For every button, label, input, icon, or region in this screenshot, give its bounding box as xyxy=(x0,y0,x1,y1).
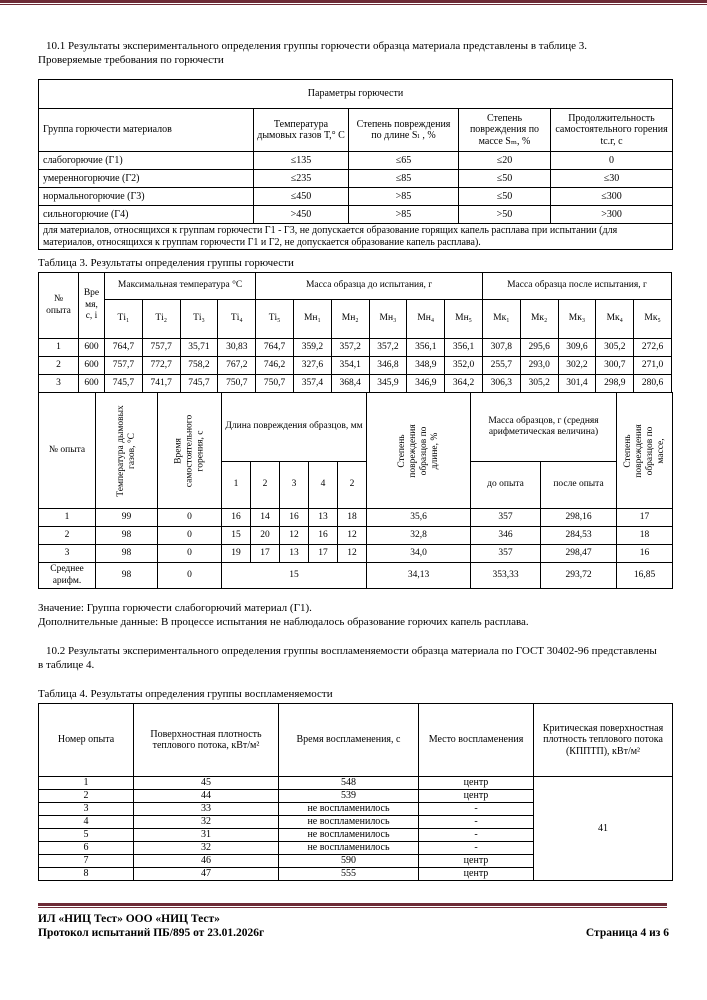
table-cell: >85 xyxy=(349,188,459,206)
column-header: Мк₂ xyxy=(520,300,558,339)
table-cell: центр xyxy=(419,868,534,881)
table-cell: 357 xyxy=(471,545,541,563)
table-cell: 8 xyxy=(39,868,134,881)
table-cell: 298,47 xyxy=(541,545,617,563)
table-cell: 98 xyxy=(96,527,158,545)
table-cell: 298,9 xyxy=(596,375,634,393)
table-row xyxy=(39,152,673,170)
column-header: Место воспламенения xyxy=(419,704,534,777)
column-header: Мн₂ xyxy=(331,300,369,339)
group-header-row xyxy=(39,393,673,462)
table-cell: 0 xyxy=(158,509,222,527)
table-cell: - xyxy=(419,842,534,855)
table-cell: - xyxy=(419,816,534,829)
table-cell: 16 xyxy=(309,527,338,545)
table-cell: 2 xyxy=(39,790,134,803)
table-cell: ≤50 xyxy=(459,170,551,188)
additional-data-line: Дополнительные данные: В процессе испытания не наблюдалось образование горючих капель расплава. xyxy=(38,616,529,628)
table-cell: - xyxy=(419,803,534,816)
column-header: Продолжительность самостоятельного горения tс.г, с xyxy=(551,109,673,152)
column-header: Поверхностная плотность теплового потока, кВт/м² xyxy=(134,704,279,777)
table-cell: 32 xyxy=(134,816,279,829)
column-header: Степень повреждения по массе Sₘ, % xyxy=(459,109,551,152)
table-cell: сильногорючие (Г4) xyxy=(39,206,254,224)
table-cell: 4 xyxy=(39,816,134,829)
table-cell: 757,7 xyxy=(142,339,180,357)
table-cell: 590 xyxy=(279,855,419,868)
column-header: 2 xyxy=(251,462,280,509)
table-cell: 293,0 xyxy=(520,357,558,375)
column-header: Время, с, i xyxy=(79,273,105,339)
column-header: Мк₃ xyxy=(558,300,596,339)
column-header: 2 xyxy=(338,462,367,509)
table-cell: ≤85 xyxy=(349,170,459,188)
table-cell: 41 xyxy=(534,777,673,881)
table-cell: ≤50 xyxy=(459,188,551,206)
table-cell: 346 xyxy=(471,527,541,545)
table-cell: 368,4 xyxy=(331,375,369,393)
table3-caption: Таблица 3. Результаты определения группы горючести xyxy=(38,257,294,269)
table-head xyxy=(39,704,673,777)
table-cell: 0 xyxy=(158,545,222,563)
combustibility-parameters-table xyxy=(38,79,673,250)
table-cell: 293,72 xyxy=(541,563,617,589)
table-cell: 772,7 xyxy=(142,357,180,375)
table-cell: 745,7 xyxy=(105,375,143,393)
table-cell: 352,0 xyxy=(445,357,483,375)
table-cell: >50 xyxy=(459,206,551,224)
table-row xyxy=(39,527,673,545)
table-cell: 0 xyxy=(551,152,673,170)
table-cell: 6 xyxy=(39,842,134,855)
table-cell: нормальногорючие (Г3) xyxy=(39,188,254,206)
table-row xyxy=(39,224,673,250)
table-head xyxy=(39,393,673,509)
table-cell: 14 xyxy=(251,509,280,527)
table-cell: 30,83 xyxy=(218,339,256,357)
table-cell: центр xyxy=(419,790,534,803)
table-cell: 98 xyxy=(96,545,158,563)
table-cell: центр xyxy=(419,855,534,868)
column-header-text: Степень повреждения образцов по длине, % xyxy=(396,423,440,478)
column-header: № опыта xyxy=(39,393,96,509)
table-cell: ≤65 xyxy=(349,152,459,170)
table-cell: 13 xyxy=(309,509,338,527)
table-cell: 15 xyxy=(222,527,251,545)
table-cell: 2 xyxy=(39,527,96,545)
table-cell: 354,1 xyxy=(331,357,369,375)
paragraph-10-2: 10.2 Результаты экспериментального определения группы воспламеняемости образца материала по ГОСТ 30402-96 представлены в таблице 4. xyxy=(38,645,657,671)
table-cell: 1 xyxy=(39,777,134,790)
table-cell: 298,16 xyxy=(541,509,617,527)
column-header: Тi₁ xyxy=(105,300,143,339)
table-cell: 767,2 xyxy=(218,357,256,375)
table-row xyxy=(39,375,672,393)
column-header: Тi₄ xyxy=(218,300,256,339)
table-cell: не воспламенилось xyxy=(279,803,419,816)
table-cell: 284,53 xyxy=(541,527,617,545)
table-cell: 272,6 xyxy=(634,339,672,357)
table-cell: 348,9 xyxy=(407,357,445,375)
table-cell: 32,8 xyxy=(367,527,471,545)
table-body xyxy=(39,339,672,393)
table-cell: 741,7 xyxy=(142,375,180,393)
table-cell: 46 xyxy=(134,855,279,868)
table-cell: 305,2 xyxy=(596,339,634,357)
combustibility-results-table-part1 xyxy=(38,272,672,393)
group-header: Длина повреждения образцов, мм xyxy=(222,393,367,462)
table-cell: 13 xyxy=(280,545,309,563)
column-header-rotated xyxy=(617,393,673,509)
column-header-rotated xyxy=(158,393,222,509)
table-cell: 539 xyxy=(279,790,419,803)
table-cell: не воспламенилось xyxy=(279,842,419,855)
table-cell: 45 xyxy=(134,777,279,790)
column-header: Мн₅ xyxy=(445,300,483,339)
group-header: Максимальная температура °С xyxy=(105,273,256,300)
column-header-row xyxy=(39,704,673,777)
table-cell: 750,7 xyxy=(256,375,294,393)
table-cell: 20 xyxy=(251,527,280,545)
column-header: Тi₅ xyxy=(256,300,294,339)
table-row xyxy=(39,339,672,357)
table-cell: 1 xyxy=(39,509,96,527)
table-cell: 306,3 xyxy=(482,375,520,393)
table-cell: 356,1 xyxy=(445,339,483,357)
footer-left xyxy=(38,912,264,940)
group-header: Масса образца после испытания, г xyxy=(482,273,671,300)
table-cell: 17 xyxy=(617,509,673,527)
table-cell: 364,2 xyxy=(445,375,483,393)
table-cell: 35,6 xyxy=(367,509,471,527)
table-cell: 34,0 xyxy=(367,545,471,563)
column-header: Тi₂ xyxy=(142,300,180,339)
table-cell: 32 xyxy=(134,842,279,855)
table-cell: 327,6 xyxy=(293,357,331,375)
table-cell: 5 xyxy=(39,829,134,842)
table-head xyxy=(39,273,672,339)
column-header-text: Время самостоятельного горения, с xyxy=(173,414,205,487)
lab-name: ИЛ «НИЦ Тест» ООО «НИЦ Тест» xyxy=(38,913,220,925)
column-header: 1 xyxy=(222,462,251,509)
table-cell: 305,2 xyxy=(520,375,558,393)
table-cell: >85 xyxy=(349,206,459,224)
table-cell: 1 xyxy=(39,339,79,357)
column-header: Мк₅ xyxy=(634,300,672,339)
table-cell: ≤450 xyxy=(254,188,349,206)
page-footer xyxy=(38,912,669,940)
table-cell: 301,4 xyxy=(558,375,596,393)
table-cell: 17 xyxy=(309,545,338,563)
header-rule xyxy=(0,0,707,5)
table-cell: >450 xyxy=(254,206,349,224)
table-row xyxy=(39,509,673,527)
column-header: до опыта xyxy=(471,462,541,509)
table-cell: 346,9 xyxy=(407,375,445,393)
table-cell: 750,7 xyxy=(218,375,256,393)
table-cell: 302,2 xyxy=(558,357,596,375)
table-cell: 18 xyxy=(338,509,367,527)
footer-rule xyxy=(38,903,667,908)
column-header: после опыта xyxy=(541,462,617,509)
column-header: Мн₃ xyxy=(369,300,407,339)
table-body xyxy=(39,509,673,589)
table-cell: для материалов, относящихся к группам горючести Г1 - Г3, не допускается образование горящих капель расплава при испытании (для материалов, относящихся к группам горючести Г1 и Г2, не допускается образование капель расплава). xyxy=(39,224,673,250)
table-cell: 35,71 xyxy=(180,339,218,357)
table-cell: 758,2 xyxy=(180,357,218,375)
group-header: Масса образца до испытания, г xyxy=(256,273,483,300)
table-body xyxy=(39,777,673,881)
column-header-row xyxy=(39,109,673,152)
table-cell: 548 xyxy=(279,777,419,790)
table-cell: ≤135 xyxy=(254,152,349,170)
paragraph-10-1: 10.1 Результаты экспериментального определения группы горючести образца материала представлены в таблице 3. xyxy=(46,40,588,52)
column-header: Время воспламенения, с xyxy=(279,704,419,777)
table-cell: 357 xyxy=(471,509,541,527)
table-cell: 12 xyxy=(338,545,367,563)
table-cell: 359,2 xyxy=(293,339,331,357)
table-cell: 3 xyxy=(39,545,96,563)
table-cell: 2 xyxy=(39,357,79,375)
table-cell: 353,33 xyxy=(471,563,541,589)
table-cell: 15 xyxy=(222,563,367,589)
table-cell: 33 xyxy=(134,803,279,816)
table-cell: 357,2 xyxy=(369,339,407,357)
combustibility-results-table-part2 xyxy=(38,392,673,589)
value-line: Значение: Группа горючести слабогорючий материал (Г1). xyxy=(38,602,312,614)
group-header: Масса образцов, г (средняя арифметическая величина) xyxy=(471,393,617,462)
table-cell: не воспламенилось xyxy=(279,829,419,842)
table-row xyxy=(39,357,672,375)
column-header: 4 xyxy=(309,462,338,509)
column-header: 3 xyxy=(280,462,309,509)
table-cell: 295,6 xyxy=(520,339,558,357)
column-header-text: Температура дымовых газов, °С xyxy=(115,404,137,497)
column-header: Критическая поверхностная плотность теплового потока (КППТП), кВт/м² xyxy=(534,704,673,777)
column-header-rotated xyxy=(367,393,471,509)
table-cell: 44 xyxy=(134,790,279,803)
table-title: Параметры горючести xyxy=(39,80,673,109)
table-head xyxy=(39,80,673,152)
table-cell: 98 xyxy=(96,563,158,589)
column-header: Температура дымовых газов Т,° С xyxy=(254,109,349,152)
column-header: Мн₄ xyxy=(407,300,445,339)
table-row xyxy=(39,545,673,563)
table-cell: 99 xyxy=(96,509,158,527)
table4-caption: Таблица 4. Результаты определения группы воспламеняемости xyxy=(38,688,333,700)
table-cell: 12 xyxy=(338,527,367,545)
column-header: Группа горючести материалов xyxy=(39,109,254,152)
table-cell: 3 xyxy=(39,803,134,816)
table-cell: 16 xyxy=(280,509,309,527)
column-header: Тi₃ xyxy=(180,300,218,339)
table-cell: 47 xyxy=(134,868,279,881)
table-cell: 746,2 xyxy=(256,357,294,375)
sub-header-row xyxy=(39,300,672,339)
column-header: Мк₄ xyxy=(596,300,634,339)
table-row xyxy=(39,188,673,206)
table-cell: 280,6 xyxy=(634,375,672,393)
column-header: Мк₁ xyxy=(482,300,520,339)
table-cell: 745,7 xyxy=(180,375,218,393)
table-cell: 0 xyxy=(158,527,222,545)
table-row xyxy=(39,170,673,188)
table-cell: не воспламенилось xyxy=(279,816,419,829)
table-cell: 16 xyxy=(617,545,673,563)
table-cell: 12 xyxy=(280,527,309,545)
table-cell: 271,0 xyxy=(634,357,672,375)
table-cell: 555 xyxy=(279,868,419,881)
table-body xyxy=(39,152,673,250)
table-cell: 357,2 xyxy=(331,339,369,357)
flammability-results-table xyxy=(38,703,673,881)
protocol-number: Протокол испытаний ПБ/895 от 23.01.2026г xyxy=(38,927,265,939)
table-cell: 255,7 xyxy=(482,357,520,375)
table-row xyxy=(39,206,673,224)
table-cell: 16,85 xyxy=(617,563,673,589)
table-cell: 7 xyxy=(39,855,134,868)
table-cell: 345,9 xyxy=(369,375,407,393)
column-header-rotated xyxy=(96,393,158,509)
column-header: Номер опыта xyxy=(39,704,134,777)
table-cell: центр xyxy=(419,777,534,790)
column-header-text: Степень повреждения образцов по массе, xyxy=(622,423,666,478)
table-cell: ≤235 xyxy=(254,170,349,188)
table-title-row xyxy=(39,80,673,109)
table-cell: умеренногорючие (Г2) xyxy=(39,170,254,188)
table-cell: Среднее арифм. xyxy=(39,563,96,589)
table-cell: ≤20 xyxy=(459,152,551,170)
table-cell: ≤300 xyxy=(551,188,673,206)
table-cell: 600 xyxy=(79,375,105,393)
table-cell: ≤30 xyxy=(551,170,673,188)
table-cell: 757,7 xyxy=(105,357,143,375)
table-cell: 34,13 xyxy=(367,563,471,589)
table-row xyxy=(39,777,673,790)
table-row xyxy=(39,563,673,589)
table-cell: 357,4 xyxy=(293,375,331,393)
table-cell: 600 xyxy=(79,357,105,375)
table-cell: 16 xyxy=(222,509,251,527)
table-cell: >300 xyxy=(551,206,673,224)
table-cell: слабогорючие (Г1) xyxy=(39,152,254,170)
table-cell: 309,6 xyxy=(558,339,596,357)
table-cell: 0 xyxy=(158,563,222,589)
table-cell: 307,8 xyxy=(482,339,520,357)
group-header-row xyxy=(39,273,672,300)
table-cell: 356,1 xyxy=(407,339,445,357)
table-cell: 17 xyxy=(251,545,280,563)
table-cell: - xyxy=(419,829,534,842)
table-cell: 300,7 xyxy=(596,357,634,375)
table-cell: 600 xyxy=(79,339,105,357)
table-cell: 764,7 xyxy=(256,339,294,357)
table-cell: 31 xyxy=(134,829,279,842)
column-header: № опыта xyxy=(39,273,79,339)
table-cell: 3 xyxy=(39,375,79,393)
page-number: Страница 4 из 6 xyxy=(585,927,669,939)
column-header: Степень повреждения по длине Sₗ , % xyxy=(349,109,459,152)
table-cell: 346,8 xyxy=(369,357,407,375)
table-cell: 764,7 xyxy=(105,339,143,357)
column-header: Мн₁ xyxy=(293,300,331,339)
table-cell: 19 xyxy=(222,545,251,563)
table-cell: 18 xyxy=(617,527,673,545)
paragraph-check-requirements: Проверяемые требования по горючести xyxy=(38,54,224,66)
